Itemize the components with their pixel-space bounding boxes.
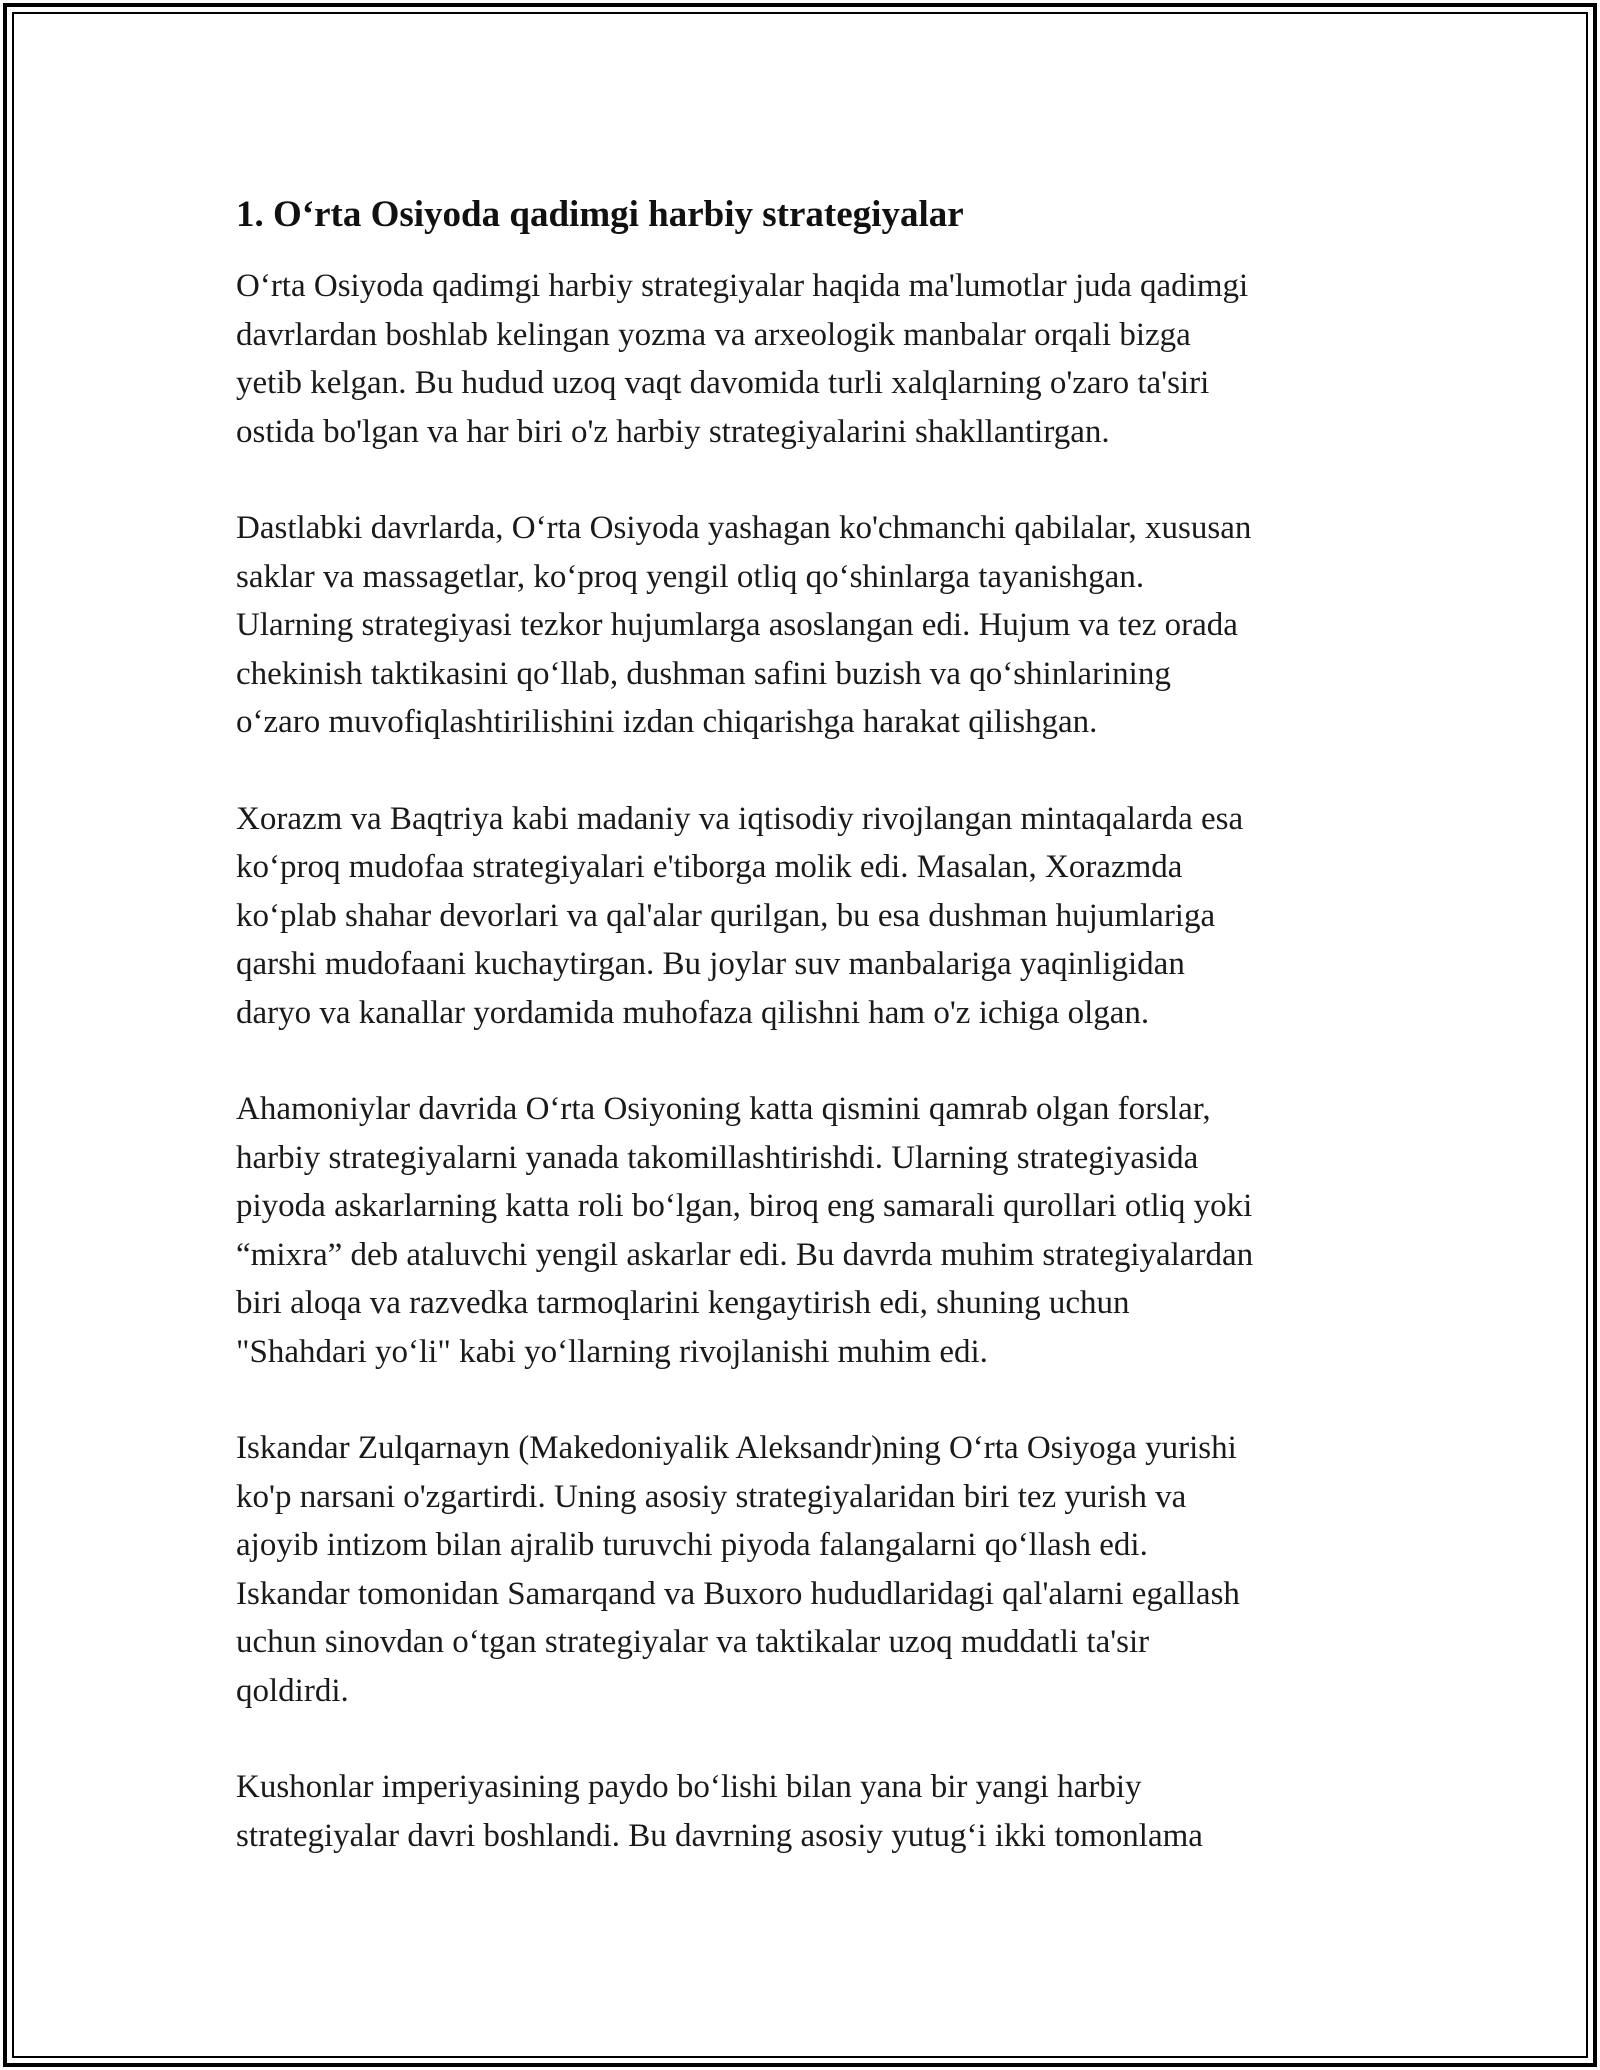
paragraph-line: qarshi mudofaani kuchaytirgan. Bu joylar suv manbalariga yaqinligidan bbox=[236, 946, 1185, 982]
paragraph-line: ko‘proq mudofaa strategiyalari e'tiborga molik edi. Masalan, Xorazmda bbox=[236, 849, 1183, 885]
paragraph-line: o‘zaro muvofiqlashtirilishini izdan chiqarishga harakat qilishgan. bbox=[236, 704, 1098, 740]
paragraph-2 bbox=[236, 504, 1386, 747]
paragraph-line: qoldirdi. bbox=[236, 1672, 349, 1709]
paragraph-line: Iskandar tomonidan Samarqand va Buxoro hududlaridagi qal'alarni egallash bbox=[236, 1575, 1240, 1612]
paragraph-6 bbox=[236, 1763, 1386, 1860]
paragraph-line: daryo va kanallar yordamida muhofaza qilishni ham o'z ichiga olgan. bbox=[236, 994, 1150, 1031]
paragraph-line: ko‘plab shahar devorlari va qal'alar qurilgan, bu esa dushman hujumlariga bbox=[236, 897, 1216, 934]
section-heading: 1. O‘rta Osiyoda qadimgi harbiy strategiyalar bbox=[236, 194, 964, 235]
paragraph-line: Ahamoniylar davrida O‘rta Osiyoning katta qismini qamrab olgan forslar, bbox=[236, 1091, 1211, 1127]
paragraph-line: ajoyib intizom bilan ajralib turuvchi piyoda falangalarni qo‘llash edi. bbox=[236, 1527, 1148, 1563]
paragraph-line: davrlardan boshlab kelingan yozma va arxeologik manbalar orqali bizga bbox=[236, 316, 1191, 353]
paragraph-line: ko'p narsani o'zgartirdi. Uning asosiy strategiyalaridan biri tez yurish va bbox=[236, 1478, 1187, 1515]
paragraph-line: chekinish taktikasini qo‘llab, dushman safini buzish va qo‘shinlarining bbox=[236, 655, 1171, 692]
document-body bbox=[236, 187, 1386, 1908]
paragraph-line: Iskandar Zulqarnayn (Makedoniyalik Aleksandr)ning O‘rta Osiyoga yurishi bbox=[236, 1430, 1237, 1466]
paragraph-line: "Shahdari yo‘li" kabi yo‘llarning rivojlanishi muhim edi. bbox=[236, 1333, 988, 1370]
paragraph-line: strategiyalar davri boshlandi. Bu davrning asosiy yutug‘i ikki tomonlama bbox=[236, 1817, 1203, 1854]
paragraph-line: O‘rta Osiyoda qadimgi harbiy strategiyalar haqida ma'lumotlar juda qadimgi bbox=[236, 268, 1249, 304]
paragraph-line: Dastlabki davrlarda, O‘rta Osiyoda yashagan ko'chmanchi qabilalar, xususan bbox=[236, 510, 1252, 546]
paragraph-4 bbox=[236, 1085, 1386, 1376]
paragraph-line: “mixra” deb ataluvchi yengil askarlar edi. Bu davrda muhim strategiyalardan bbox=[236, 1236, 1254, 1273]
paragraph-line: Kushonlar imperiyasining paydo bo‘lishi bilan yana bir yangi harbiy bbox=[236, 1769, 1142, 1805]
paragraph-line: yetib kelgan. Bu hudud uzoq vaqt davomida turli xalqlarning o'zaro ta'siri bbox=[236, 365, 1210, 401]
paragraph-line: saklar va massagetlar, ko‘proq yengil otliq qo‘shinlarga tayanishgan. bbox=[236, 558, 1145, 595]
paragraph-3 bbox=[236, 795, 1386, 1038]
paragraph-line: harbiy strategiyalarni yanada takomillashtirishdi. Ularning strategiyasida bbox=[236, 1139, 1199, 1176]
paragraph-line: ostida bo'lgan va har biri o'z harbiy strategiyalarini shakllantirgan. bbox=[236, 413, 1110, 450]
paragraph-line: Xorazm va Baqtriya kabi madaniy va iqtisodiy rivojlangan mintaqalarda esa bbox=[236, 800, 1244, 837]
paragraph-line: Ularning strategiyasi tezkor hujumlarga asoslangan edi. Hujum va tez orada bbox=[236, 607, 1238, 643]
paragraph-line: biri aloqa va razvedka tarmoqlarini kengaytirish edi, shuning uchun bbox=[236, 1285, 1130, 1321]
paragraph-1 bbox=[236, 262, 1386, 456]
paragraph-line: piyoda askarlarning katta roli bo‘lgan, biroq eng samarali qurollari otliq yoki bbox=[236, 1188, 1253, 1224]
paragraph-line: uchun sinovdan o‘tgan strategiyalar va taktikalar uzoq muddatli ta'sir bbox=[236, 1624, 1150, 1660]
paragraph-5 bbox=[236, 1424, 1386, 1715]
